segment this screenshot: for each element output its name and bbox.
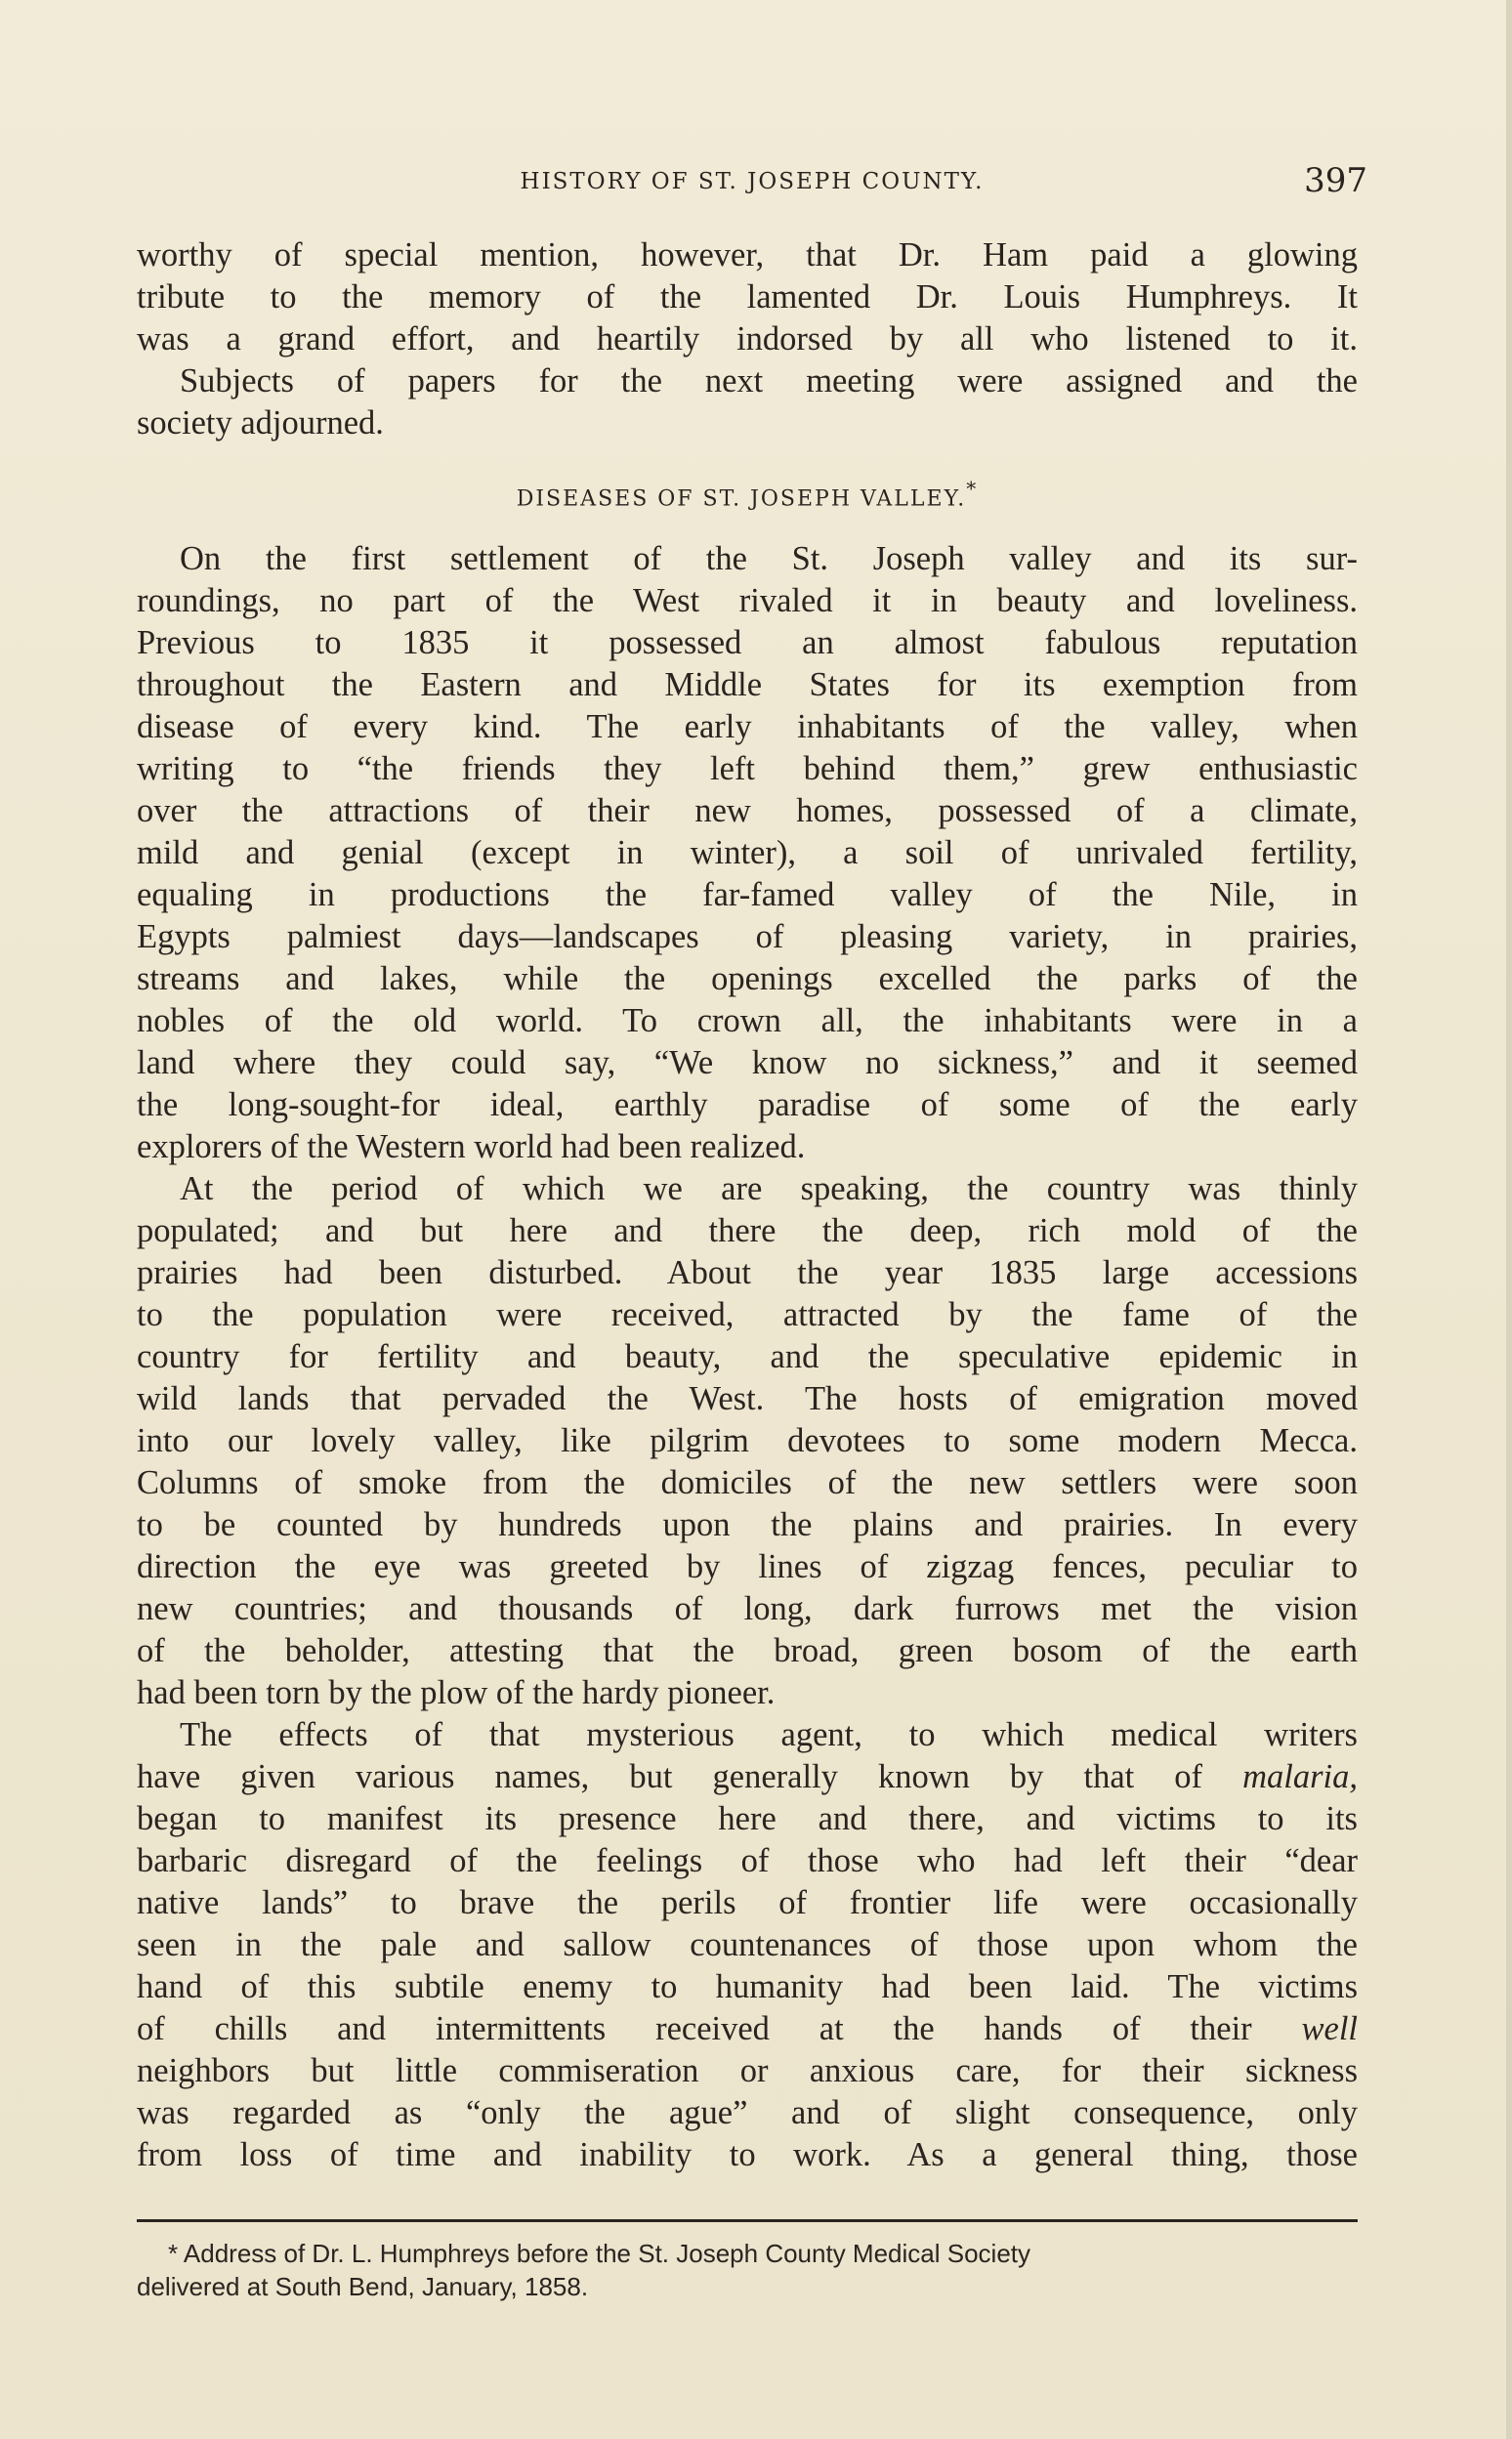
text-line: Columns of smoke from the domiciles of the new settlers were soon: [137, 1464, 1358, 1501]
text-line: had been torn by the plow of the hardy pioneer.: [137, 1674, 776, 1711]
text-line: to the population were received, attracted by the fame of the: [137, 1296, 1358, 1333]
text-line: was a grand effort, and heartily indorsed by all who listened to it.: [137, 320, 1358, 357]
text-line: country for fertility and beauty, and the speculative epidemic in: [137, 1338, 1358, 1375]
page-header: [137, 161, 1367, 210]
footnote-line: * Address of Dr. L. Humphreys before the St. Joseph County Medical Society: [168, 2239, 1030, 2268]
text-line: the long-sought-for ideal, earthly paradise of some of the early: [137, 1086, 1358, 1123]
text-line: mild and genial (except in winter), a soil of unrivaled fertility,: [137, 834, 1358, 871]
text-line: seen in the pale and sallow countenances of those upon whom the: [137, 1926, 1358, 1963]
text-line: land where they could say, “We know no sickness,” and it seemed: [137, 1044, 1358, 1081]
text-line: [137, 2008, 1358, 2050]
text-line: from loss of time and inability to work. As a general thing, those: [137, 2136, 1358, 2173]
text-line: At the period of which we are speaking, the country was thinly: [180, 1170, 1358, 1207]
italic-word: malaria,: [1242, 1758, 1358, 1795]
text-line: neighbors but little commiseration or anxious care, for their sickness: [137, 2052, 1358, 2089]
text-line: hand of this subtile enemy to humanity had been laid. The victims: [137, 1968, 1358, 2005]
text-line: throughout the Eastern and Middle States for its exemption from: [137, 666, 1358, 703]
text-line: tribute to the memory of the lamented Dr. Louis Humphreys. It: [137, 278, 1358, 315]
text-line: The effects of that mysterious agent, to which medical writers: [180, 1716, 1358, 1753]
text-line: society adjourned.: [137, 404, 384, 442]
text-line: streams and lakes, while the openings excelled the parks of the: [137, 960, 1358, 997]
footnote-line: delivered at South Bend, January, 1858.: [137, 2272, 589, 2301]
text-line: equaling in productions the far-famed valley of the Nile, in: [137, 876, 1358, 913]
text-line: populated; and but here and there the deep, rich mold of the: [137, 1212, 1358, 1249]
page-number: 397: [1304, 161, 1367, 200]
text-line: into our lovely valley, like pilgrim devotees to some modern Mecca.: [137, 1422, 1358, 1459]
footnote-mark: *: [966, 477, 979, 500]
section-title: [137, 456, 1358, 525]
text-line: Previous to 1835 it possessed an almost fabulous reputation: [137, 624, 1358, 661]
text-line: direction the eye was greeted by lines of zigzag fences, peculiar to: [137, 1548, 1358, 1585]
text-line: nobles of the old world. To crown all, the inhabitants were in a: [137, 1002, 1358, 1039]
text-line: native lands” to brave the perils of frontier life were occasionally: [137, 1884, 1358, 1921]
text-line: of the beholder, attesting that the broad, green bosom of the earth: [137, 1632, 1358, 1669]
text-line: wild lands that pervaded the West. The hosts of emigration moved: [137, 1380, 1358, 1417]
text-line: disease of every kind. The early inhabitants of the valley, when: [137, 708, 1358, 745]
text-line: roundings, no part of the West rivaled it in beauty and loveliness.: [137, 582, 1358, 619]
text-line: [137, 1756, 1358, 1798]
text-line: began to manifest its presence here and there, and victims to its: [137, 1800, 1358, 1837]
page-edge: [1506, 0, 1512, 2439]
text-line: to be counted by hundreds upon the plains and prairies. In every: [137, 1506, 1358, 1543]
running-head: HISTORY OF ST. JOSEPH COUNTY.: [520, 169, 985, 194]
text-line: barbaric disregard of the feelings of those who had left their “dear: [137, 1842, 1358, 1879]
text-line: explorers of the Western world had been realized.: [137, 1128, 806, 1165]
text-line: worthy of special mention, however, that Dr. Ham paid a glowing: [137, 236, 1358, 273]
text-line: prairies had been disturbed. About the year 1835 large accessions: [137, 1254, 1358, 1291]
italic-word: well: [1301, 2010, 1358, 2047]
text-line: On the first settlement of the St. Joseph valley and its sur-: [180, 540, 1358, 577]
body-text: [137, 234, 1358, 2176]
text-run: of chills and intermittents received at the hands of their: [137, 2010, 1302, 2047]
text-line: Subjects of papers for the next meeting were assigned and the: [180, 362, 1358, 399]
text-line: writing to “the friends they left behind them,” grew enthusiastic: [137, 750, 1358, 787]
text-line: over the attractions of their new homes, possessed of a climate,: [137, 792, 1358, 829]
text-line: Egypts palmiest days—landscapes of pleasing variety, in prairies,: [137, 918, 1358, 955]
footnote-divider: [137, 2219, 1358, 2222]
text-line: was regarded as “only the ague” and of slight consequence, only: [137, 2094, 1358, 2131]
text-run: have given various names, but generally known by that of: [137, 1758, 1243, 1795]
footnote: [137, 2237, 1358, 2303]
section-title-text: DISEASES OF ST. JOSEPH VALLEY.: [516, 486, 967, 512]
text-line: new countries; and thousands of long, dark furrows met the vision: [137, 1590, 1358, 1627]
